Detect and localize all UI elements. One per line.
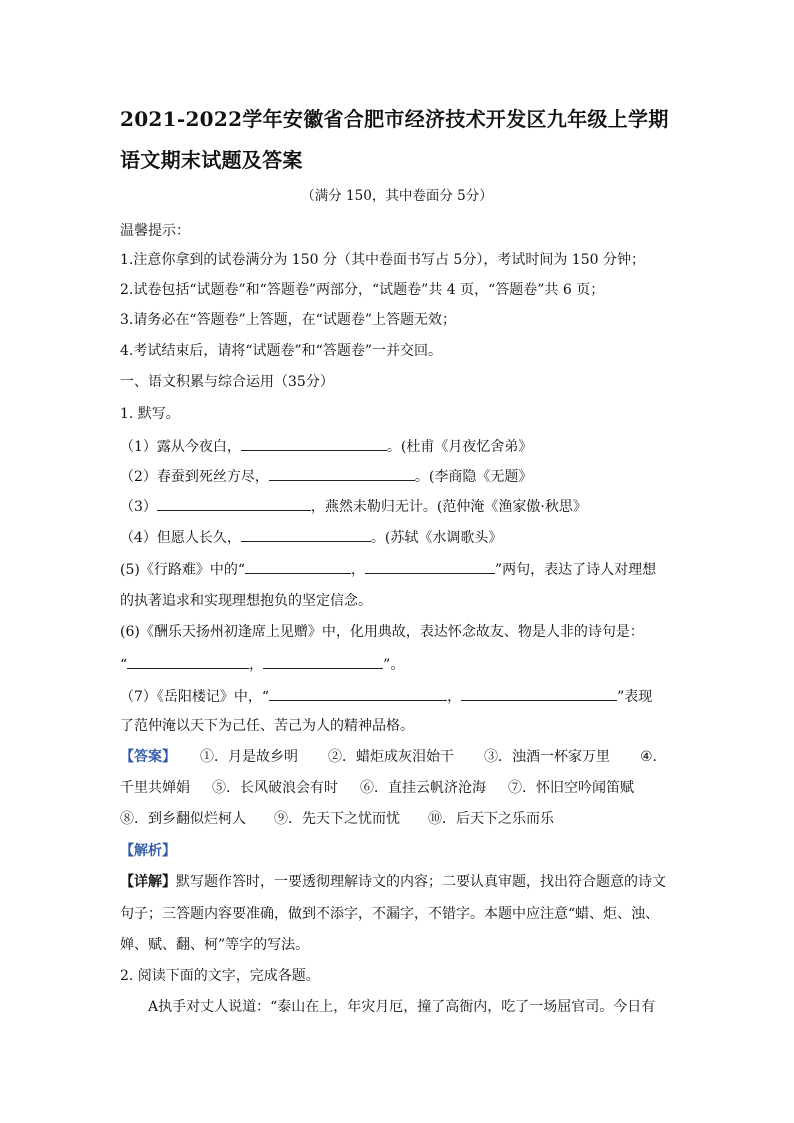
item-source: ，燕然未勒归无计。(范仲淹《渔家傲·秋思》 (310, 499, 587, 515)
question-1-item-3 (120, 496, 680, 516)
item-text: “ (120, 657, 128, 673)
item-text: （3） (120, 499, 157, 515)
question-1-item-7 (120, 686, 680, 706)
answer-blank[interactable] (269, 686, 447, 701)
analysis-line-2: 句子；三答题内容要准确，做到不添字，不漏字，不错字。本题中应注意“蜡、炬、浊、 (120, 906, 660, 922)
tip-item-3: 3.请务必在“答题卷”上答题，在“试题卷”上答题无效； (120, 312, 456, 328)
question-1-item-4 (120, 527, 680, 547)
answer-tag: 【答案】 (120, 749, 176, 765)
answer-item: ⑨．先天下之忧而忧 (274, 811, 400, 827)
item-text: ”表现 (617, 689, 653, 705)
answer-blank[interactable] (269, 466, 415, 481)
detail-tag: 【详解】 (120, 874, 176, 890)
answer-blank[interactable] (245, 559, 351, 574)
answer-item: ⑥．直挂云帆济沧海 (360, 780, 486, 796)
answer-line-2 (120, 779, 680, 797)
item-text: ”。 (383, 657, 405, 673)
answer-item: ④． (640, 749, 667, 765)
question-1-item-7-cont: 了范仲淹以天下为己任、苦己为人的精神品格。 (120, 718, 414, 734)
answer-line-1 (120, 748, 680, 766)
answer-blank[interactable] (263, 654, 383, 669)
tips-heading: 温馨提示： (120, 223, 190, 239)
tip-item-2: 2.试卷包括“试题卷”和“答题卷”两部分，“试题卷”共 4 页，“答题卷”共 6 页； (120, 282, 605, 298)
answer-item: ①．月是故乡明 (200, 749, 298, 765)
item-text: （2）春蚕到死丝方尽， (120, 469, 269, 485)
question-1-label: 1. 默写。 (120, 406, 180, 422)
answer-item: ⑤．长风破浪会有时 (212, 780, 338, 796)
answer-item: ⑧．到乡翻似烂柯人 (120, 811, 246, 827)
answer-blank[interactable] (157, 496, 311, 511)
tip-item-4: 4.考试结束后，请将“试题卷”和“答题卷”一并交回。 (120, 343, 442, 359)
question-1-item-5-cont: 的执著追求和实现理想抱负的坚定信念。 (120, 593, 372, 609)
answer-item: 千里共婵娟 (120, 780, 190, 796)
question-1-item-2 (120, 466, 680, 486)
analysis-text: 默写题作答时，一要透彻理解诗文的内容；二要认真审题，找出符合题意的诗文 (176, 874, 666, 890)
item-text: （7）《岳阳楼记》中，“ (120, 689, 270, 705)
item-text: ， (249, 657, 264, 673)
answer-item: ⑦．怀旧空吟闻笛赋 (508, 780, 634, 796)
item-source: 。(李商隐《无题》 (414, 469, 533, 485)
page-title-line2: 语文期末试题及答案 (120, 148, 303, 172)
question-1-item-1 (120, 436, 680, 456)
question-2-label: 2. 阅读下面的文字，完成各题。 (120, 968, 320, 984)
question-1-item-6-blanks (120, 654, 680, 674)
question-1-item-5 (120, 559, 680, 579)
item-text: （4）但愿人长久， (120, 530, 241, 546)
section-heading: 一、语文积累与综合运用（35分） (120, 374, 334, 390)
answer-blank[interactable] (127, 654, 249, 669)
item-text: (5)《行路难》中的“ (120, 562, 245, 578)
answer-blank[interactable] (365, 559, 495, 574)
answer-item: ③．浊酒一杯家万里 (484, 749, 610, 765)
answer-item: ②．蜡炬成灰泪始干 (328, 749, 454, 765)
tip-item-1: 1.注意你拿到的试卷满分为 150 分（其中卷面书写占 5分），考试时间为 150 分钟； (120, 252, 645, 268)
answer-line-3 (120, 810, 680, 828)
score-note: （满分 150，其中卷面分 5分） (301, 188, 493, 204)
question-1-item-6: (6)《酬乐天扬州初逢席上见赠》中，化用典故，表达怀念故友、物是人非的诗句是： (120, 624, 644, 640)
item-text: ， (351, 562, 365, 578)
analysis-line-3: 婵、赋、翻、柯”等字的写法。 (120, 937, 310, 953)
item-source: 。(杜甫《月夜忆舍弟》 (386, 439, 533, 455)
item-source: 。(苏轼《水调歌头》 (370, 530, 503, 546)
answer-item: ⑩．后天下之乐而乐 (428, 811, 554, 827)
item-text: ， (447, 689, 462, 705)
answer-blank[interactable] (461, 686, 617, 701)
answer-blank[interactable] (241, 436, 387, 451)
item-text: ”两句，表达了诗人对理想 (495, 562, 657, 578)
analysis-tag-line (120, 842, 680, 860)
analysis-tag: 【解析】 (120, 843, 176, 859)
item-text: （1）露从今夜白， (120, 439, 241, 455)
answer-blank[interactable] (241, 527, 371, 542)
question-2-text: A执手对丈人说道：“泰山在上，年灾月厄，撞了高衙内，吃了一场屈官司。今日有 (148, 999, 656, 1015)
page-title-line1: 2021-2022学年安徽省合肥市经济技术开发区九年级上学期 (120, 107, 669, 131)
analysis-line-1 (120, 873, 680, 891)
